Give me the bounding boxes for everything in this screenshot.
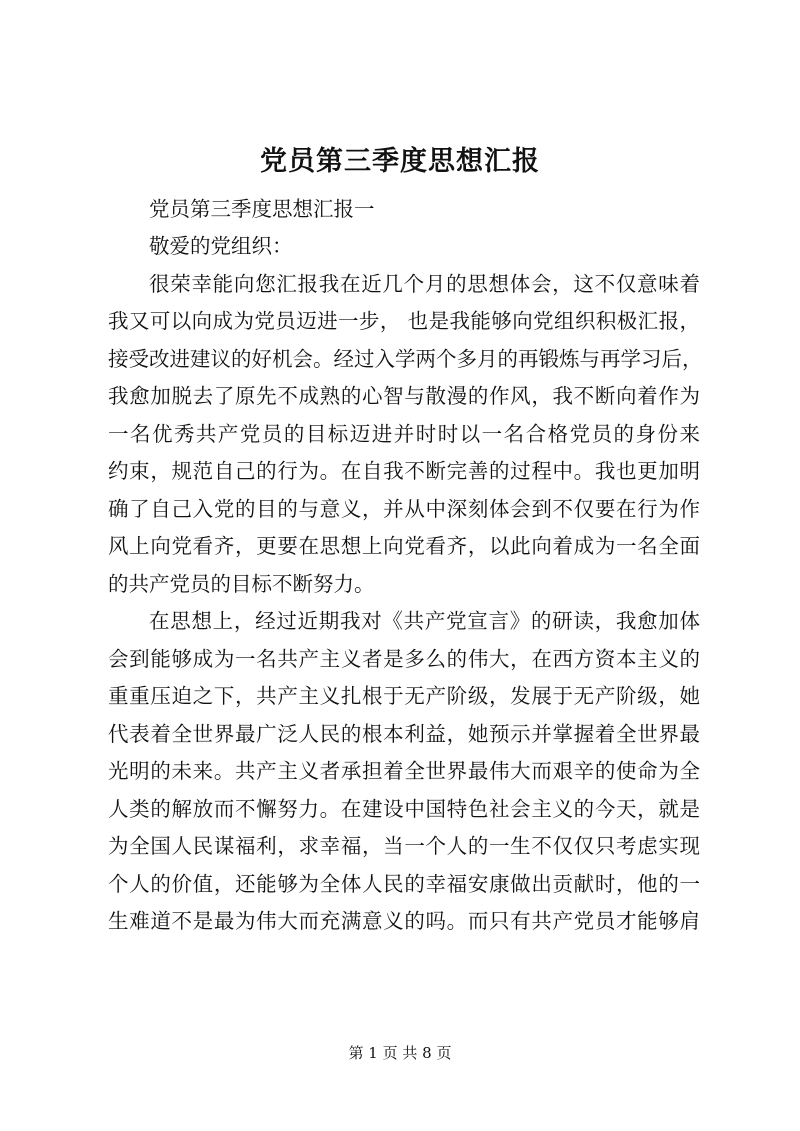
paragraph-2-line: 为全国人民谋福利，求幸福，当一个人的一生不仅仅只考虑实现 — [108, 834, 700, 858]
document-title: 党员第三季度思想汇报 — [260, 146, 540, 177]
paragraph-2-line: 人类的解放而不懈努力。在建设中国特色社会主义的今天，就是 — [108, 797, 700, 821]
paragraph-2-line: 光明的未来。共产主义者承担着全世界最伟大而艰辛的使命为全 — [108, 759, 700, 783]
paragraph-1-line: 很荣幸能向您汇报我在近几个月的思想体会，这不仅意味着 — [149, 272, 700, 296]
paragraph-1-line: 约束，规范自己的行为。在自我不断完善的过程中。我也更加明 — [108, 459, 700, 483]
paragraph-2-line: 重重压迫之下，共产主义扎根于无产阶级，发展于无产阶级，她 — [108, 684, 700, 708]
paragraph-1-line: 确了自己入党的目的与意义，并从中深刻体会到不仅要在行为作 — [108, 497, 700, 521]
paragraph-1-line: 风上向党看齐，更要在思想上向党看齐，以此向着成为一名全面 — [108, 534, 700, 558]
paragraph-1-line: 一名优秀共产党员的目标迈进并时时以一名合格党员的身份来 — [108, 422, 700, 446]
page-footer: 第 1 页 共 8 页 — [348, 1044, 452, 1062]
paragraph-2-line: 在思想上，经过近期我对《共产党宣言》的研读，我愈加体 — [149, 609, 700, 633]
paragraph-2-line: 个人的价值，还能够为全体人民的幸福安康做出贡献时，他的一 — [108, 872, 700, 896]
paragraph-2-line: 代表着全世界最广泛人民的根本利益，她预示并掌握着全世界最 — [108, 722, 700, 746]
paragraph-1-line: 我愈加脱去了原先不成熟的心智与散漫的作风，我不断向着作为 — [108, 384, 700, 408]
paragraph-1-line: 的共产党员的目标不断努力。 — [108, 572, 375, 596]
paragraph-1-line: 接受改进建议的好机会。经过入学两个多月的再锻炼与再学习后， — [108, 347, 703, 371]
paragraph-1-line: 我又可以向成为党员迈进一步， 也是我能够向党组织积极汇报， — [108, 309, 700, 333]
salutation: 敬爱的党组织： — [149, 234, 293, 258]
document-subtitle: 党员第三季度思想汇报一 — [149, 197, 375, 221]
paragraph-2-line: 生难道不是最为伟大而充满意义的吗。而只有共产党员才能够肩 — [108, 909, 700, 933]
paragraph-2-line: 会到能够成为一名共产主义者是多么的伟大，在西方资本主义的 — [108, 647, 700, 671]
